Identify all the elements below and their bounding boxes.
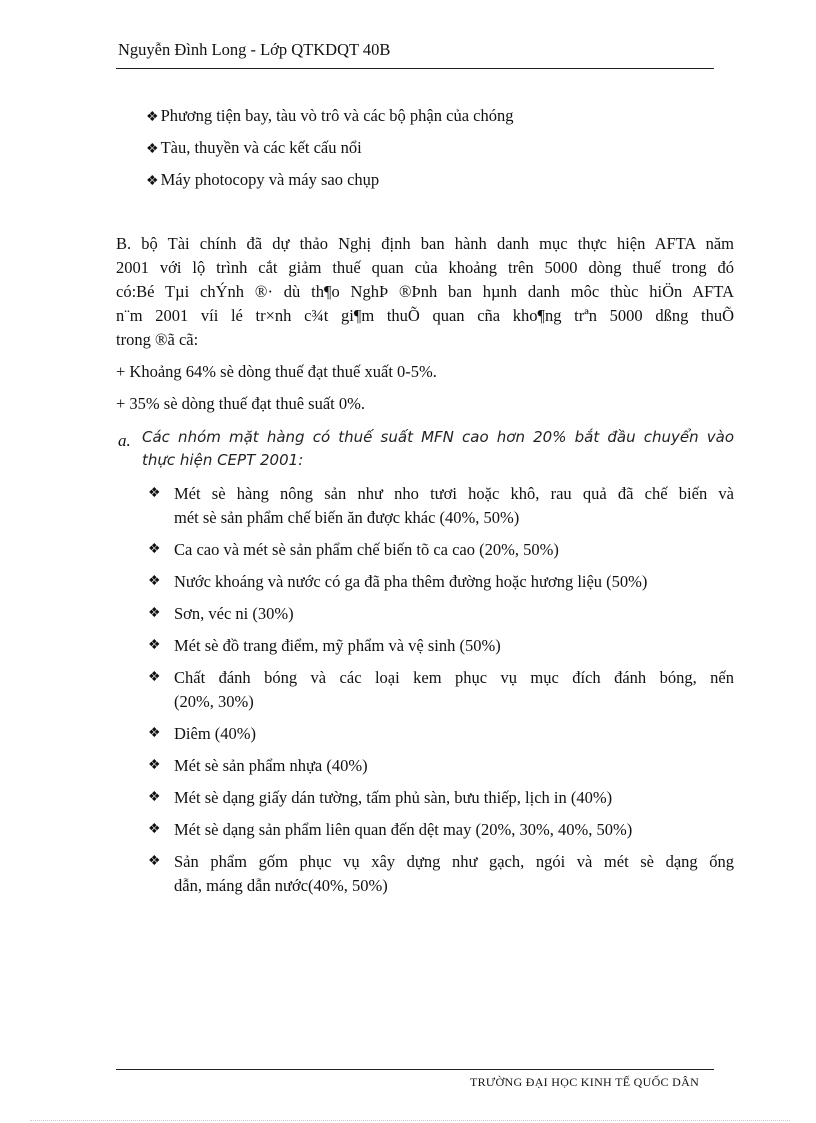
section-heading-line: thực hiện CEPT 2001:: [142, 451, 304, 469]
footer-divider: [116, 1069, 714, 1070]
bullet-diamond-icon: ❖: [146, 110, 159, 125]
body-paragraph: [116, 232, 734, 352]
list-item: [148, 666, 734, 714]
list-item-line: (20%, 30%): [174, 692, 254, 711]
header-title: Nguyễn Đình Long - Lớp QTKDQT 40B: [118, 40, 391, 59]
list-item-line: Nước khoáng và nước có ga đã pha thêm đường hoặc hương liệu (50%): [174, 572, 648, 591]
section-heading-line: Các nhóm mặt hàng có thuế suất MFN cao hơn 20% bắt đầu chuyển vào: [142, 428, 734, 446]
bullet-diamond-icon: ❖: [148, 638, 161, 653]
list-item-line: Ca cao và mét sè sản phẩm chế biến tõ ca cao (20%, 50%): [174, 540, 559, 559]
stat-line: + Khoảng 64% sè dòng thuế đạt thuế xuất 0-5%.: [116, 362, 437, 381]
bullet-diamond-icon: ❖: [148, 606, 161, 621]
section-heading: [142, 426, 734, 472]
list-item-line: Chất đánh bóng và các loại kem phục vụ mục đích đánh bóng, nến: [174, 668, 734, 687]
list-item: [148, 538, 734, 562]
top-bullet-text: Phương tiện bay, tàu vò trô và các bộ phận của chóng: [160, 106, 514, 125]
top-bullet-item: [146, 106, 513, 126]
list-item: [148, 850, 734, 898]
footer-text: TRƯỜNG ĐẠI HỌC KINH TẾ QUỐC DÂN: [470, 1075, 700, 1089]
list-item-line: Sơn, véc ni (30%): [174, 604, 294, 623]
bullet-diamond-icon: ❖: [148, 822, 161, 837]
top-bullet-item: [146, 138, 362, 158]
list-item: [148, 754, 734, 778]
list-item-line: dẫn, máng dẫn nước(40%, 50%): [174, 876, 388, 895]
paragraph-line: B. bộ Tài chính đã dự thảo Nghị định ban hành danh mục thực hiện AFTA năm: [116, 234, 734, 253]
bullet-diamond-icon: ❖: [146, 142, 159, 157]
list-item-line: Mét sè dạng giấy dán tường, tấm phủ sàn, bưu thiếp, lịch in (40%): [174, 788, 613, 807]
list-item: [148, 634, 734, 658]
list-item-line: Mét sè dạng sản phẩm liên quan đến dệt may (20%, 30%, 40%, 50%): [174, 820, 633, 839]
paragraph-line: 2001 với lộ trình cắt giảm thuế quan của khoảng trên 5000 dòng thuế trong đó: [116, 258, 734, 277]
list-item: [148, 570, 734, 594]
bullet-diamond-icon: ❖: [148, 486, 161, 501]
bullet-diamond-icon: ❖: [148, 670, 161, 685]
list-item-line: Diêm (40%): [174, 724, 257, 743]
paragraph-line: có:Bé Tµi chÝnh ®· dù th¶o NghÞ ®Þnh ban hµnh danh môc thùc hiÖn AFTA: [116, 282, 734, 301]
top-bullet-text: Tàu, thuyền và các kết cấu nổi: [160, 138, 362, 157]
section-marker: a.: [118, 431, 131, 450]
bullet-diamond-icon: ❖: [148, 574, 161, 589]
list-item: [148, 818, 734, 842]
top-bullet-item: [146, 170, 379, 190]
list-item-line: mét sè sản phẩm chế biến ăn được khác (40%, 50%): [174, 508, 520, 527]
list-item-line: Mét sè sản phẩm nhựa (40%): [174, 756, 368, 775]
list-item-line: Mét sè hàng nông sản như nho tươi hoặc khô, rau quả đã chế biến và: [174, 484, 734, 503]
bullet-diamond-icon: ❖: [148, 542, 161, 557]
header-divider: [116, 68, 714, 69]
list-item: [148, 482, 734, 530]
bullet-diamond-icon: ❖: [148, 854, 161, 869]
list-item: [148, 722, 734, 746]
bullet-diamond-icon: ❖: [148, 726, 161, 741]
list-item: [148, 786, 734, 810]
bullet-diamond-icon: ❖: [146, 174, 159, 189]
bullet-diamond-icon: ❖: [148, 790, 161, 805]
bullet-diamond-icon: ❖: [148, 758, 161, 773]
paragraph-line: n¨m 2001 víi lé tr×nh c¾t gi¶m thuÕ quan cña kho¶ng trªn 5000 dßng thuÕ: [116, 306, 734, 325]
paragraph-line: trong ®ã cã:: [116, 330, 199, 349]
page-edge-dotted-line: [30, 1120, 790, 1121]
stat-line: + 35% sè dòng thuế đạt thuê suất 0%.: [116, 394, 365, 413]
top-bullet-text: Máy photocopy và máy sao chụp: [160, 170, 380, 189]
list-item: [148, 602, 734, 626]
list-item-line: Sản phẩm gốm phục vụ xây dựng như gạch, ngói và mét sè dạng ống: [174, 852, 734, 871]
list-item-line: Mét sè đồ trang điểm, mỹ phẩm và vệ sinh (50%): [174, 636, 501, 655]
